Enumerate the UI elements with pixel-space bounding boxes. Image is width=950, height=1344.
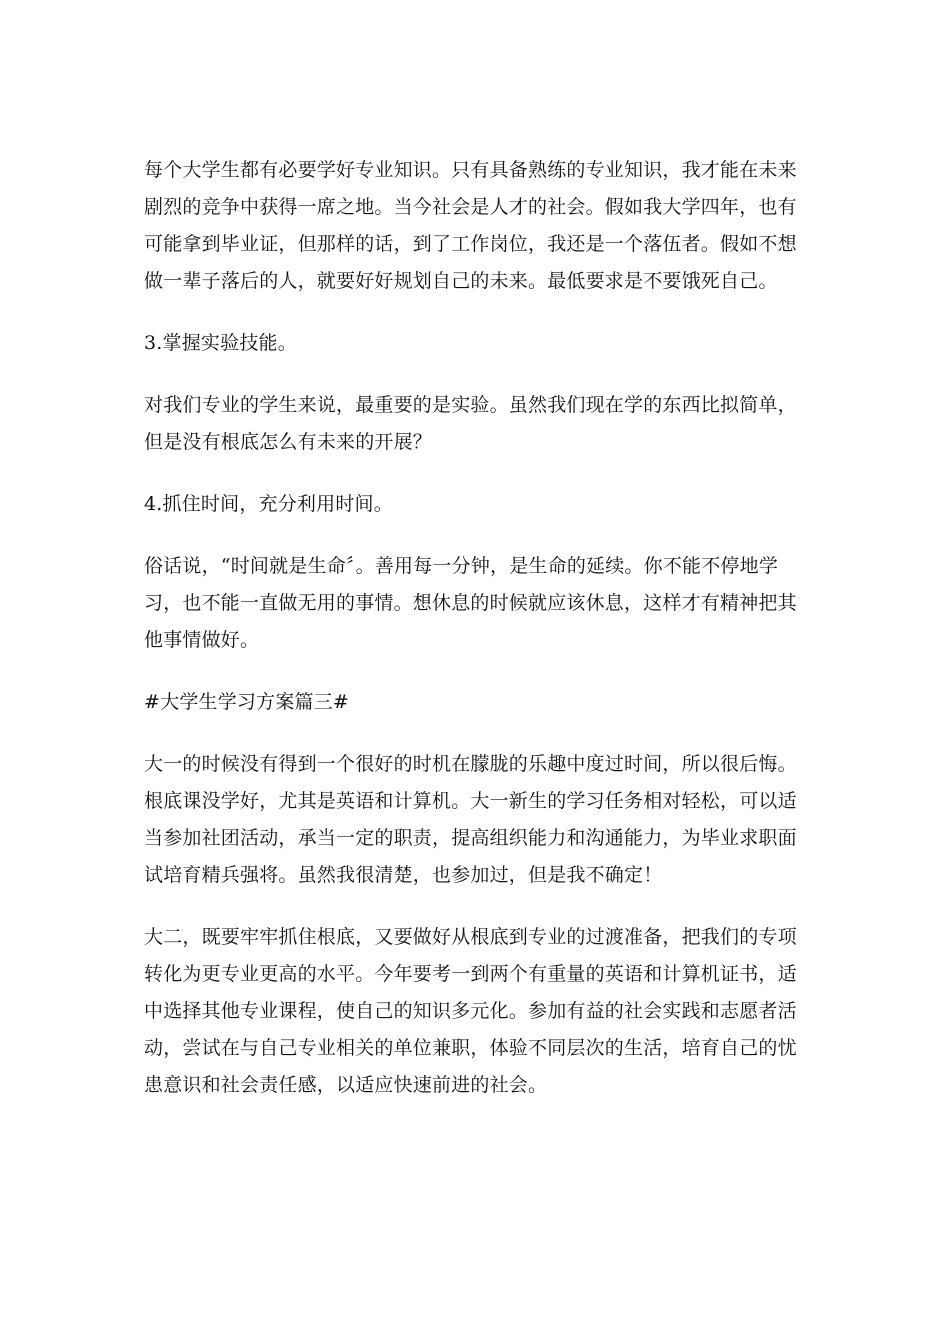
document-body [144, 152, 804, 1129]
section-heading-plan-part-three: #大学生学习方案篇三# [144, 691, 350, 713]
paragraph-sophomore-year: 大二，既要牢牢抓住根底，又要做好从根底到专业的过渡准备，把我们的专项转化为更专业更高的水平。今年要考一到两个有重量的英语和计算机证书，适中选择其他专业课程，使自己的知识多元化。参加有益的社会实践和志愿者活动，尝试在与自己专业相关的单位兼职，体验不同层次的生活，培育自己的忧患意识和社会责任感，以适应快速前进的社会。 [144, 926, 797, 1096]
section-heading-use-time: 4.抓住时间，充分利用时间。 [144, 493, 393, 515]
paragraph-experiment: 对我们专业的学生来说，最重要的是实验。虽然我们现在学的东西比拟简单，但是没有根底怎么有未来的开展？ [144, 394, 797, 453]
paragraph-time-is-life: 俗话说，“时间就是生命〞。善用每一分钟，是生命的延续。你不能不停地学习，也不能一直做无用的事情。想休息的时候就应该休息，这样才有精神把其他事情做好。 [144, 555, 797, 651]
paragraph-freshman-year: 大一的时候没有得到一个很好的时机在朦胧的乐趣中度过时间，所以很后悔。根底课没学好，尤其是英语和计算机。大一新生的学习任务相对轻松，可以适当参加社团活动，承当一定的职责，提高组织能力和沟通能力，为毕业求职面试培育精兵强将。虽然我很清楚，也参加过，但是我不确定！ [144, 753, 797, 886]
section-heading-experiment-skills: 3.掌握实验技能。 [144, 332, 297, 354]
paragraph-professional-knowledge: 每个大学生都有必要学好专业知识。只有具备熟练的专业知识，我才能在未来剧烈的竞争中获得一席之地。当今社会是人才的社会。假如我大学四年，也有可能拿到毕业证，但那样的话，到了工作岗位，我还是一个落伍者。假如不想做一辈子落后的人，就要好好规划自己的未来。最低要求是不要饿死自己。 [144, 159, 797, 292]
